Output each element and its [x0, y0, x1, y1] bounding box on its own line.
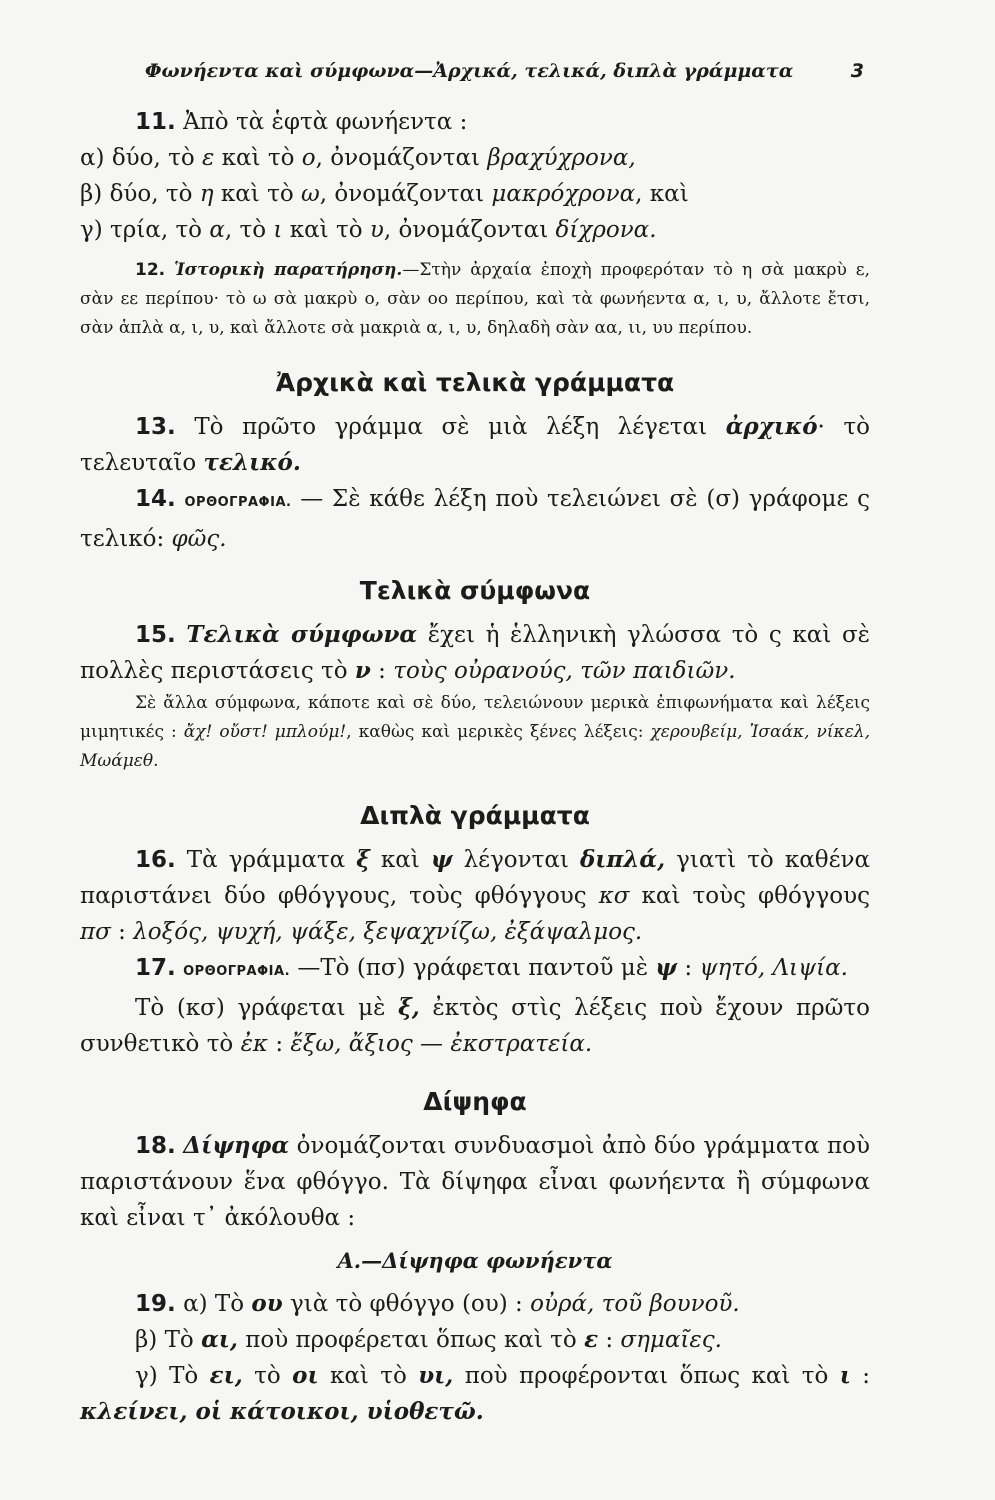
text: ἔχει ἡ ἑλληνικὴ γλώσσα τὸ ς καὶ σὲ πολλὲς περιστάσεις τὸ: [80, 622, 871, 684]
running-head-title: Φωνήεντα καὶ σύμφωνα—Ἀρχικά, τελικά, διπλὰ γράμματα: [145, 60, 794, 82]
text: καὶ τὸ: [214, 145, 302, 171]
list-item-a: [80, 140, 870, 176]
text: , ὀνομάζονται: [319, 181, 492, 207]
letter: ε: [584, 1326, 599, 1353]
text: β) δύο, τὸ: [80, 181, 200, 207]
text: καὶ: [369, 847, 431, 873]
text: ὀνομάζονται συνδυασμοὶ ἀπὸ δύο γράμματα ποὺ παριστάνουν ἕνα φθόγγο. Τὰ δίψηφα εἶναι φωνήεντα ἢ σύμφωνα καὶ εἶναι τ᾿ ἀκόλουθα :: [80, 1133, 871, 1231]
paragraph-text: Ἀπὸ τὰ ἑφτὰ φωνήεντα :: [183, 109, 468, 135]
examples: τοὺς οὐρανούς, τῶν παιδιῶν.: [393, 658, 736, 684]
paragraph-number: 12.: [135, 260, 166, 280]
text: καὶ τοὺς φθόγγους: [629, 883, 870, 909]
text: καὶ τὸ: [282, 217, 370, 243]
letter: ψ: [655, 954, 678, 981]
paragraph-19-a: [80, 1286, 870, 1322]
text: :: [850, 1363, 870, 1389]
paragraph-number: 17.: [135, 955, 176, 981]
paragraph-16: [80, 842, 870, 950]
term: ἀρχικό: [725, 413, 818, 440]
letter: η: [199, 181, 214, 207]
paragraph-14: [80, 481, 870, 557]
text: γιὰ τὸ φθόγγο (ου) :: [282, 1291, 531, 1317]
term: τελικό.: [203, 449, 301, 476]
list-item-c: [80, 212, 870, 248]
term: δίχρονα.: [555, 217, 657, 243]
digraph: οι: [292, 1362, 319, 1389]
examples: σημαῖες.: [620, 1327, 722, 1353]
text: α) δύο, τὸ: [80, 145, 202, 171]
examples: λοξός, ψυχή, ψάξε, ξεψαχνίζω, ἐξάψαλμος.: [133, 919, 643, 945]
paragraph-19-b: [80, 1322, 870, 1358]
term: διπλά,: [579, 846, 666, 873]
examples: οὐρά, τοῦ βουνοῦ.: [530, 1291, 740, 1317]
examples: κλείνει, οἱ κάτοικοι, υἱοθετῶ.: [80, 1398, 484, 1425]
examples: ψητό, Λιψία.: [699, 955, 848, 981]
text: —Τὸ (πσ) γράφεται παντοῦ μὲ: [290, 955, 656, 981]
examples: χερουβείμ, Ἰσαάκ, νίκελ, Μωάμεθ.: [80, 722, 871, 771]
text: β) Τὸ: [135, 1327, 202, 1353]
text: · τὸ τελευταῖο: [80, 414, 871, 476]
letter: ἐκ: [240, 1031, 269, 1057]
text: τὸ: [242, 1363, 293, 1389]
text: , καὶ: [635, 181, 689, 207]
paragraph-text: —Στὴν ἀρχαία ἐποχὴ προφερόταν τὸ η σὰ μακρὺ ε, σὰν εε περίπου· τὸ ω σὰ μακρὺ ο, σὰν οο περίπου, καὶ τὰ φωνήεντα α, ι, υ, ἄλλοτε ἔτσι, σὰν ἁπλὰ α, ι, υ, καὶ ἄλλοτε σὰ μακριὰ α, ι, υ, δηλαδὴ σὰν αα, ιι, υυ περίπου.: [80, 260, 871, 338]
text: :: [677, 955, 700, 981]
paragraph-17-cont: [80, 990, 870, 1062]
page-number: 3: [850, 60, 864, 82]
digraph: ει,: [209, 1362, 243, 1389]
text: λέγονται: [452, 847, 580, 873]
paragraph-19-c: [80, 1358, 870, 1430]
note-label: Ἱστορικὴ παρατήρηση.: [174, 260, 403, 280]
text: γιατὶ τὸ καθένα παριστάνει δύο φθόγγους, τοὺς φθόγγους: [80, 847, 871, 909]
paragraph-13: [80, 409, 870, 481]
paragraph-number: 18.: [135, 1133, 176, 1159]
text: :: [110, 919, 134, 945]
letter: κσ: [598, 883, 630, 909]
text: ποὺ προφέρεται ὅπως καὶ τὸ: [237, 1327, 585, 1353]
subsection-heading-vowel-digraphs: Α.—Δίψηφα φωνήεντα: [337, 1248, 613, 1273]
term: μακρόχρονα: [491, 181, 636, 207]
letter: ξ,: [398, 994, 420, 1021]
text: , τὸ: [224, 217, 274, 243]
section-heading-digraphs: Δίψηφα: [423, 1087, 527, 1116]
text: γ) τρία, τὸ: [80, 217, 210, 243]
term: Δίψηφα: [183, 1132, 290, 1159]
text: Σὲ ἄλλα σύμφωνα, κάποτε καὶ σὲ δύο, τελειώνουν μερικὰ ἐπιφωνήματα καὶ λέξεις μιμητικές :: [80, 693, 870, 742]
text: ποὺ προφέρονται ὅπως καὶ τὸ: [453, 1363, 840, 1389]
paragraph-18: [80, 1128, 870, 1236]
paragraph-number: 11.: [135, 109, 176, 135]
paragraph-12: [80, 256, 870, 343]
text: :: [598, 1327, 621, 1353]
text: , καθὼς καὶ μερικὲς ξένες λέξεις:: [346, 722, 651, 742]
letter: ξ: [356, 846, 370, 873]
letter: α: [209, 217, 225, 243]
digraph: αι,: [201, 1326, 238, 1353]
example: φῶς.: [171, 526, 227, 552]
text: καὶ τὸ: [318, 1363, 419, 1389]
paragraph-17: [80, 950, 870, 990]
text: καὶ τὸ: [213, 181, 301, 207]
orthography-label: ΟΡΘΟΓΡΑΦΙΑ.: [184, 495, 292, 510]
list-item-b: [80, 176, 870, 212]
paragraph-number: 15.: [135, 622, 176, 648]
text: Τὰ γράμματα: [186, 847, 357, 873]
section-heading-final-consonants: Τελικὰ σύμφωνα: [359, 576, 591, 605]
letter: ι: [273, 217, 283, 243]
letter: πσ: [80, 919, 111, 945]
letter: ψ: [430, 846, 453, 873]
paragraph-11: [80, 104, 870, 140]
section-heading-initial-final: Ἀρχικὰ καὶ τελικὰ γράμματα: [275, 368, 675, 397]
text: , ὀνομάζονται: [315, 145, 488, 171]
section-heading-double-letters: Διπλὰ γράμματα: [360, 801, 590, 830]
letter: ω: [300, 181, 320, 207]
letter: ν: [354, 657, 371, 684]
page: [80, 60, 870, 1430]
text: α) Τὸ: [183, 1291, 252, 1317]
letter: ε: [202, 145, 215, 171]
orthography-label: ΟΡΘΟΓΡΑΦΙΑ.: [183, 964, 291, 979]
digraph: ου: [251, 1290, 283, 1317]
digraph: υι,: [418, 1362, 454, 1389]
examples: ἔξω, ἄξιος — ἐκστρατεία.: [290, 1031, 593, 1057]
text: Τὸ πρῶτο γράμμα σὲ μιὰ λέξη λέγεται: [194, 414, 726, 440]
text: , ὀνομάζονται: [383, 217, 556, 243]
letter: ο: [301, 145, 316, 171]
paragraph-number: 14.: [135, 486, 176, 512]
paragraph-number: 19.: [135, 1291, 176, 1317]
text: — Σὲ κάθε λέξη ποὺ τελειώνει σὲ (σ) γράφομε ς τελικό:: [80, 486, 871, 552]
text: γ) Τὸ: [135, 1363, 210, 1389]
term: βραχύχρονα,: [487, 145, 636, 171]
paragraph-number: 13.: [135, 414, 176, 440]
text: :: [268, 1031, 291, 1057]
term: Τελικὰ σύμφωνα: [186, 621, 418, 648]
running-head: [145, 60, 870, 82]
paragraph-15-note: [80, 689, 870, 776]
text: :: [370, 658, 394, 684]
text: ἐκτὸς στὶς λέξεις ποὺ ἔχουν πρῶτο συνθετικὸ τὸ: [80, 995, 870, 1057]
paragraph-number: 16.: [135, 847, 176, 873]
letter: υ: [369, 217, 384, 243]
text: Τὸ (κσ) γράφεται μὲ: [135, 995, 399, 1021]
paragraph-15: [80, 617, 870, 689]
examples: ἄχ! οὔστ! μπλούμ!: [183, 722, 347, 742]
letter: ι: [839, 1362, 851, 1389]
